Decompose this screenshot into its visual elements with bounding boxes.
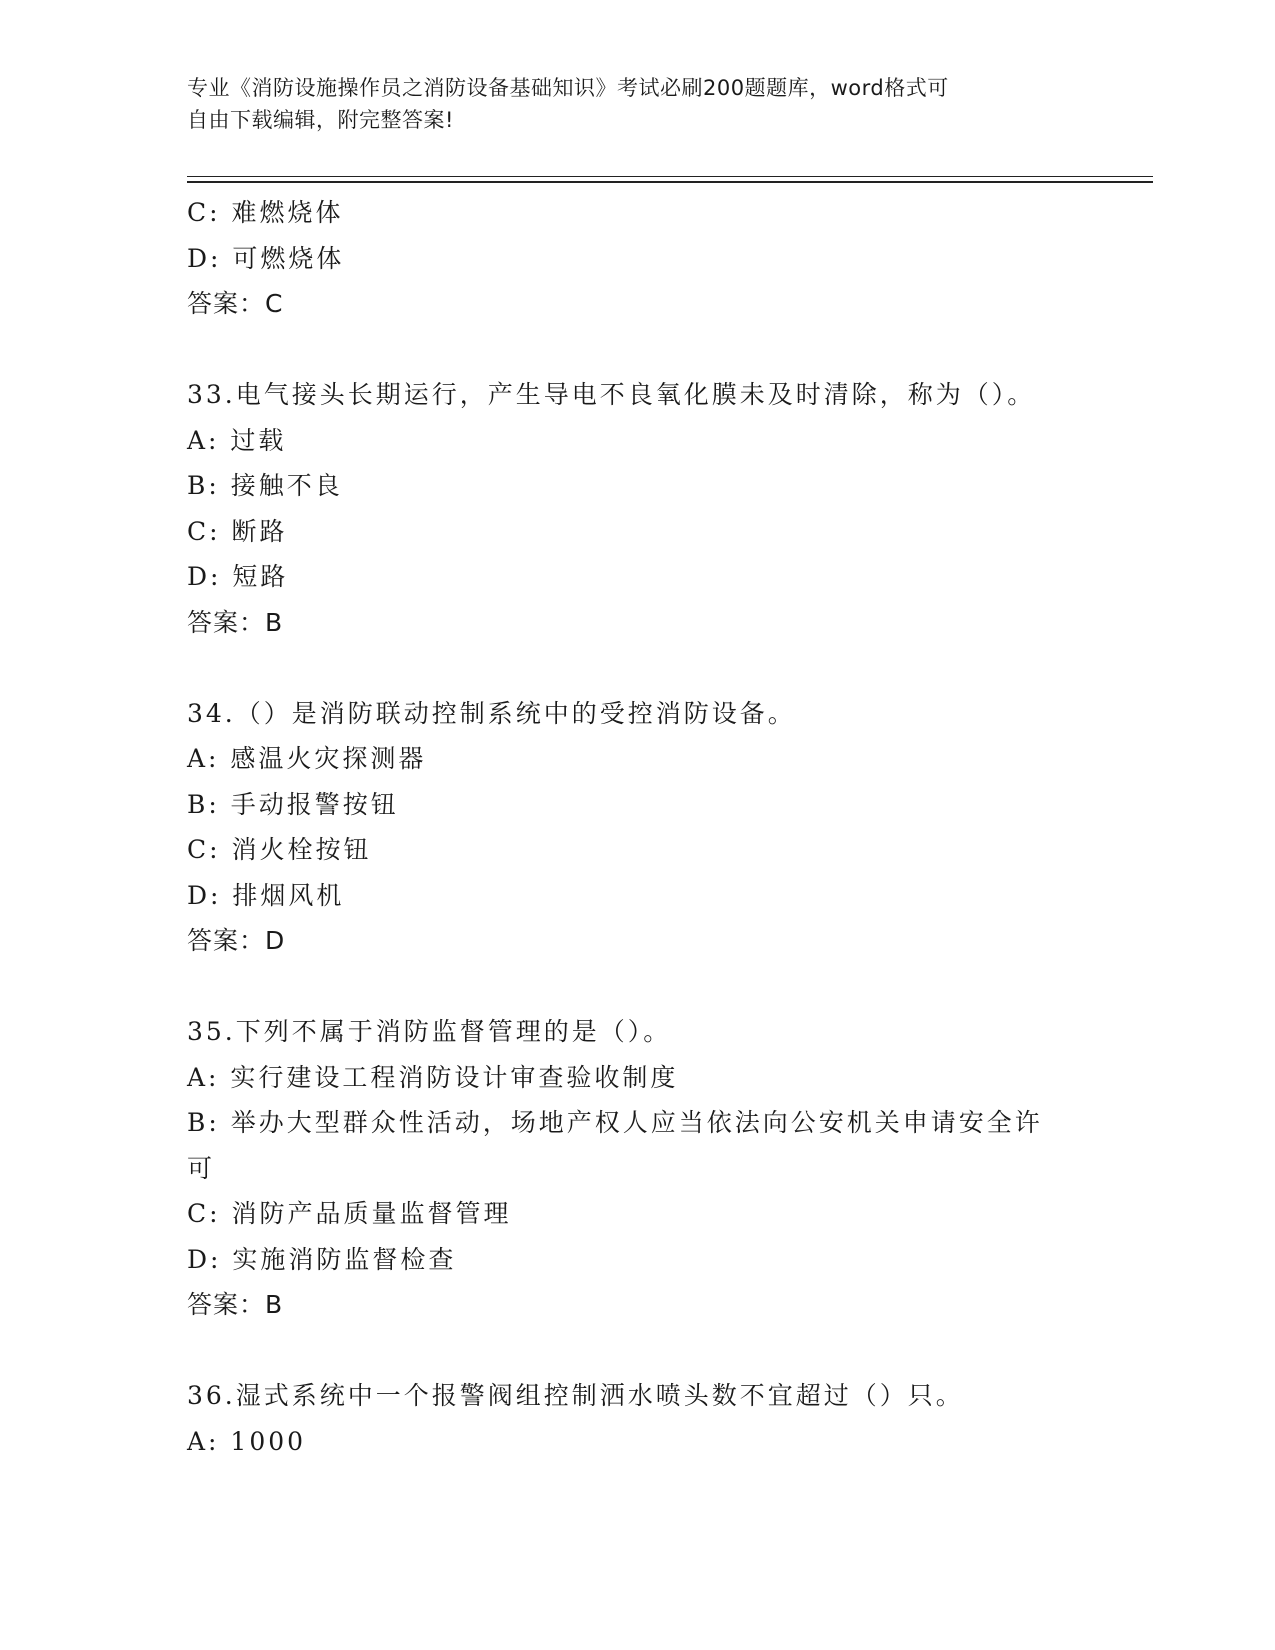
option-a: A: 1000 <box>187 1426 307 1456</box>
answer: 答案：C <box>187 289 284 318</box>
spacer <box>187 645 1077 691</box>
option-d: D: 可燃烧体 <box>187 243 345 273</box>
spacer <box>187 1328 1077 1374</box>
spacer <box>187 327 1077 373</box>
option-a: A: 感温火灾探测器 <box>187 744 427 773</box>
option-a: A: 过载 <box>187 425 287 455</box>
header-line-1: 专业《消防设施操作员之消防设备基础知识》考试必刷200题题库，word格式可 <box>187 76 949 100</box>
answer: 答案：D <box>187 926 286 955</box>
header-line-2: 自由下载编辑，附完整答案! <box>187 108 454 132</box>
spacer <box>187 964 1077 1010</box>
option-c: C: 消火栓按钮 <box>187 835 372 864</box>
option-b: B: 接触不良 <box>187 471 343 500</box>
question-35 <box>187 1009 1077 1328</box>
question-stem: 33.电气接头长期运行，产生导电不良氧化膜未及时清除，称为（）。 <box>187 380 1036 409</box>
option-b: B: 手动报警按钮 <box>187 789 399 819</box>
option-b: B: 举办大型群众性活动，场地产权人应当依法向公安机关申请安全许可 <box>187 1108 1043 1183</box>
question-34 <box>187 691 1077 964</box>
option-c: C: 断路 <box>187 516 288 546</box>
option-d: D: 短路 <box>187 562 289 591</box>
option-d: D: 实施消防监督检查 <box>187 1244 457 1274</box>
header-divider-thick <box>187 181 1153 183</box>
option-a: A: 实行建设工程消防设计审查验收制度 <box>187 1062 679 1092</box>
question-32-tail <box>187 190 1077 327</box>
option-c: C: 消防产品质量监督管理 <box>187 1199 512 1228</box>
question-stem: 36.湿式系统中一个报警阀组控制洒水喷头数不宜超过（）只。 <box>187 1381 964 1410</box>
answer: 答案：B <box>187 607 284 637</box>
question-33 <box>187 372 1077 645</box>
page-header <box>187 72 1067 136</box>
header-divider-thin <box>187 176 1153 177</box>
question-stem: 34.（）是消防联动控制系统中的受控消防设备。 <box>187 698 796 728</box>
answer: 答案：B <box>187 1290 284 1319</box>
question-36 <box>187 1373 1077 1464</box>
question-list <box>187 190 1077 1464</box>
option-c: C: 难燃烧体 <box>187 198 344 227</box>
question-stem: 35.下列不属于消防监督管理的是（）。 <box>187 1017 672 1046</box>
option-d: D: 排烟风机 <box>187 880 345 910</box>
